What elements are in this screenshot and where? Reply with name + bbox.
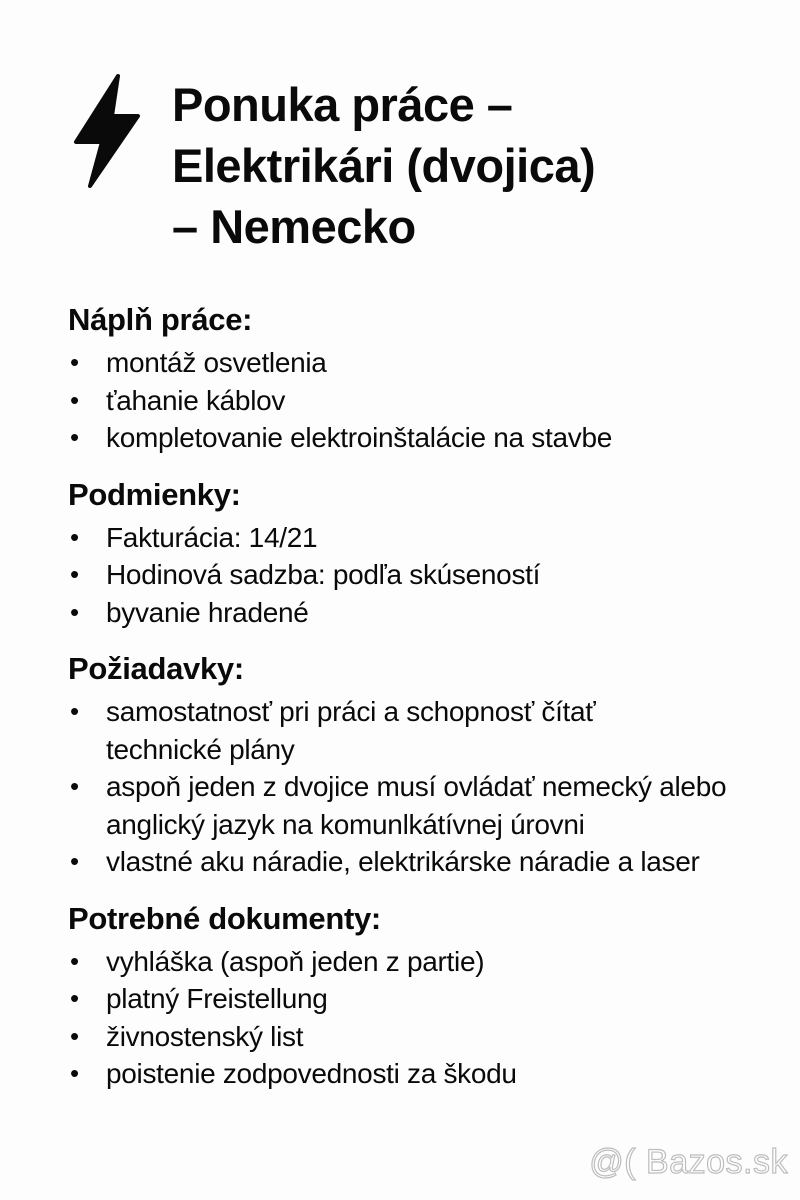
- list-item: • byvanie hradené: [68, 594, 788, 632]
- section-poziadavky: [68, 649, 788, 881]
- list-item: • platný Freistellung: [68, 980, 788, 1018]
- section-napln-prace: [68, 300, 788, 457]
- content: [68, 300, 788, 1111]
- list-item: • samostatnosť pri práci a schopnosť čítať technické plány: [68, 693, 706, 768]
- section-podmienky: [68, 475, 788, 632]
- list-item: • poistenie zodpovednosti za škodu: [68, 1055, 788, 1093]
- section-heading: Náplň práce:: [68, 302, 253, 337]
- header: [68, 72, 595, 257]
- list-item: • montáž osvetlenia: [68, 344, 788, 382]
- section-heading: Potrebné dokumenty:: [68, 900, 381, 936]
- section-heading: Podmienky:: [68, 476, 241, 512]
- section-potrebne-dokumenty: [68, 899, 788, 1093]
- list-item: • Fakturácia: 14/21: [68, 519, 788, 557]
- watermark: @( Bazos.sk: [589, 1143, 788, 1181]
- list-item: • vlastné aku náradie, elektrikárske náradie a laser: [68, 843, 706, 881]
- section-heading: Požiadavky:: [68, 651, 244, 686]
- list-item: • aspoň jeden z dvojice musí ovládať nemecký alebo anglický jazyk na komunlkátívnej úrovni: [68, 768, 786, 843]
- list-item: • kompletovanie elektroinštalácie na stavbe: [68, 419, 788, 457]
- list-item: • vyhláška (aspoň jeden z partie): [68, 943, 788, 981]
- list-item: • Hodinová sadzba: podľa skúseností: [68, 556, 788, 594]
- list-item: • živnostenský list: [68, 1018, 788, 1056]
- page-title: Ponuka práce – Elektrikári (dvojica) – Nemecko: [172, 78, 596, 253]
- lightning-bolt-icon: [68, 72, 144, 190]
- list-item: • ťahanie káblov: [68, 382, 788, 420]
